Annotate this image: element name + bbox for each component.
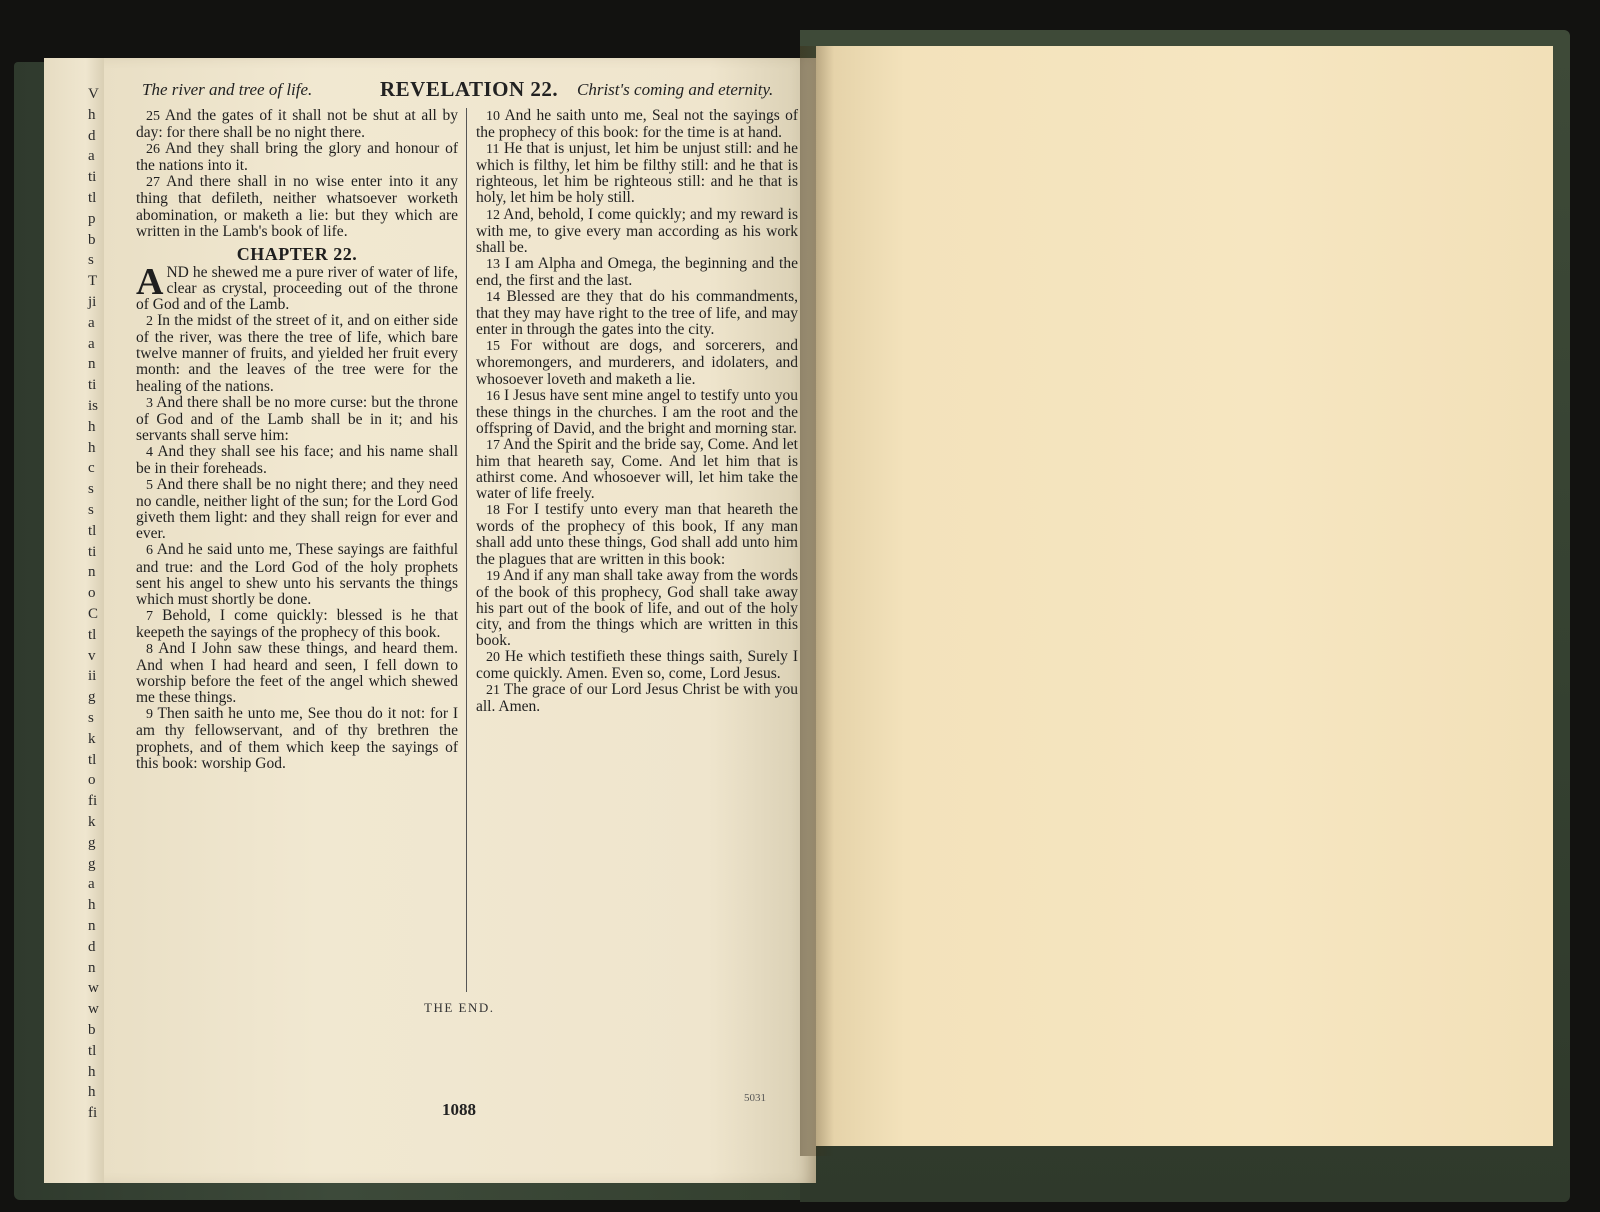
prev-page-fragment: tl <box>88 626 97 643</box>
verse-text: And the Spirit and the bride say, Come. And let him that heareth say, Come. And let him that is athirst come. And whosoever will, let him take the water of life freely. <box>476 435 798 503</box>
verse-2 <box>136 313 458 394</box>
text-column-right <box>476 108 798 715</box>
verse-number: 19 <box>486 568 500 584</box>
prev-page-fragment: s <box>88 481 94 498</box>
verse-8 <box>136 641 458 706</box>
running-head-title: REVELATION 22. <box>380 77 559 101</box>
verse-3 <box>136 395 458 444</box>
verse-number: 20 <box>486 650 500 666</box>
verse-27 <box>136 174 458 239</box>
verse-18 <box>476 502 798 567</box>
prev-page-fragment: v <box>88 647 96 664</box>
verse-text: And he saith unto me, Seal not the sayings of the prophecy of this book: for the time is at hand. <box>476 107 798 142</box>
verse-9 <box>136 706 458 771</box>
verse-number: 4 <box>146 444 153 460</box>
prev-page-fragment: V <box>88 86 99 102</box>
chapter-heading: CHAPTER 22. <box>236 243 358 264</box>
prev-page-fragment: h <box>88 439 96 456</box>
running-head-right: Christ's coming and eternity. <box>577 80 774 99</box>
verse-number: 5 <box>146 478 153 494</box>
prev-page-fragment: ti <box>88 169 97 186</box>
prev-page-fragment: o <box>88 585 96 602</box>
prev-page-fragment: n <box>88 918 96 934</box>
verse-text: Behold, I come quickly: blessed is he that keepeth the sayings of the prophecy of this book. <box>136 606 458 641</box>
prev-page-fragment: T <box>88 273 98 290</box>
prev-page-fragment: h <box>88 1084 96 1101</box>
verse-15 <box>476 338 798 387</box>
prev-page-fragment: n <box>88 959 96 976</box>
verse-21 <box>476 682 798 715</box>
verse-number: 12 <box>486 207 500 223</box>
running-head <box>142 77 802 104</box>
verse-text: For without are dogs, and sorcerers, and whoremongers, and murderers, and idolaters, and whosoever loveth and maketh a lie. <box>476 337 798 388</box>
verse-number: 17 <box>486 437 500 453</box>
prev-page-fragment: o <box>88 772 96 789</box>
prev-page-fragment: b <box>88 1022 96 1038</box>
prev-page-fragment: k <box>88 730 96 747</box>
verse-text: And there shall be no night there; and they need no candle, neither light of the sun; for the Lord God giveth them light: and they shall reign for ever and ever. <box>136 476 458 543</box>
verse-number: 13 <box>486 256 500 272</box>
verse-text: Then saith he unto me, See thou do it not: for I am thy fellowservant, and of thy brethren the prophets, and of them which keep the sayings of this book: worship God. <box>136 705 458 772</box>
verse-number: 25 <box>146 109 160 124</box>
verse-number: 8 <box>146 642 153 657</box>
gutter-shadow <box>800 46 834 1156</box>
verse-number: 21 <box>486 683 500 699</box>
verse-number: 14 <box>486 290 500 306</box>
verse-number: 7 <box>146 608 153 624</box>
verse-number: 6 <box>146 543 153 559</box>
drop-cap: A <box>136 260 164 303</box>
prev-page-fragment: d <box>88 938 96 955</box>
verse-text: And they shall bring the glory and honour of the nations into it. <box>136 140 458 175</box>
prev-page-fragment: fi <box>88 793 98 810</box>
verse-text: The grace of our Lord Jesus Christ be with you all. Amen. <box>476 681 798 716</box>
verse-number: 2 <box>146 314 153 330</box>
prev-page-fragment: c <box>88 460 95 477</box>
verse-number: 15 <box>486 339 500 355</box>
prev-page-fragment: ti <box>88 377 97 394</box>
verse-text: I am Alpha and Omega, the beginning and the end, the first and the last. <box>476 254 798 289</box>
verse-number: 27 <box>146 175 160 191</box>
prev-page-fragment: p <box>88 210 96 227</box>
verse-text: In the midst of the street of it, and on either side of the river, was there the tree of life, which bare twelve manner of fruits, and yielded her fruit every month: and the leaves of the tree were for the healing of the nations. <box>136 312 458 395</box>
verse-text: And I John saw these things, and heard them. And when I had heard and seen, I fell down to worship before the feet of the angel which shewed me these things. <box>136 640 458 707</box>
verse-text: And there shall in no wise enter into it any thing that defileth, neither whatsoever worketh abomination, or maketh a lie: but they which are written in the Lamb's book of life. <box>136 173 458 240</box>
column-divider <box>466 108 467 992</box>
left-page <box>104 58 816 1183</box>
verse-number: 16 <box>486 388 500 404</box>
verse-1 <box>136 260 458 314</box>
text-column-left <box>136 108 458 772</box>
prev-page-fragment: a <box>88 148 95 165</box>
prev-page-fragment: g <box>88 834 96 851</box>
verse-13 <box>476 256 798 289</box>
prev-page-fragment: b <box>88 231 96 248</box>
prev-page-fragment: s <box>88 252 94 269</box>
prev-page-fragment: s <box>88 502 94 518</box>
verse-14 <box>476 289 798 338</box>
the-end-label: THE END. <box>424 1000 495 1015</box>
prev-page-fragment: k <box>88 814 96 830</box>
verse-text: And if any man shall take away from the words of the book of this prophecy, God shall take away his part out of the book of life, and out of the holy city, and from the things which are written in this book. <box>476 566 798 649</box>
verse-text: And he said unto me, These sayings are faithful and true: and the Lord God of the holy prophets sent his angel to shew unto his servants the things which must shortly be done. <box>136 541 458 608</box>
verse-26 <box>136 141 458 174</box>
verse-12 <box>476 207 798 256</box>
prev-page-fragment: w <box>88 980 99 997</box>
verse-6 <box>136 542 458 607</box>
prev-page-fragment: h <box>88 418 96 435</box>
verse-1-text: ND he shewed me a pure river of water of life, clear as crystal, proceeding out of the throne of God and of the Lamb. <box>136 263 458 314</box>
prev-page-fragment: n <box>88 564 96 581</box>
verse-17 <box>476 437 798 502</box>
prev-page-fragment: C <box>88 606 99 622</box>
verse-text: And the gates of it shall not be shut at all by day: for there shall be no night there. <box>136 107 458 142</box>
prev-page-fragment: g <box>88 855 96 872</box>
verse-number: 3 <box>146 395 153 411</box>
verse-20 <box>476 649 798 682</box>
right-blank-page <box>816 46 1553 1146</box>
prev-page-fragment: tl <box>88 751 97 768</box>
verse-11 <box>476 141 798 206</box>
prev-page-fragment: g <box>88 689 96 706</box>
prev-page-fragment: tl <box>88 522 97 539</box>
prev-page-fragment: s <box>88 710 94 726</box>
prev-page-fragment: tl <box>88 190 97 206</box>
verse-text: For I testify unto every man that heareth the words of the prophecy of this book, If any man shall add unto these things, God shall add unto him the plagues that are written in this book: <box>476 501 798 568</box>
prev-page-fragment: is <box>88 398 99 414</box>
verse-4 <box>136 444 458 477</box>
verse-text: And there shall be no more curse: but the throne of God and of the Lamb shall be in it; and his servants shall serve him: <box>136 393 458 444</box>
verse-text: And, behold, I come quickly; and my reward is with me, to give every man according as his work shall be. <box>476 205 798 256</box>
prev-page-fragment: ii <box>88 668 97 685</box>
prev-page-fragment: ti <box>88 543 97 560</box>
prev-page-fragment: n <box>88 356 96 373</box>
print-code: 5031 <box>744 1092 766 1104</box>
page-number: 1088 <box>442 1100 476 1119</box>
prev-page-fragment: ji <box>88 294 97 310</box>
verse-5 <box>136 477 458 542</box>
running-head-left: The river and tree of life. <box>142 80 313 99</box>
prev-page-fragment: tl <box>88 1042 97 1059</box>
verse-10 <box>476 108 798 141</box>
previous-page-edge <box>44 58 104 1183</box>
verse-number: 11 <box>486 142 500 158</box>
verse-text: Blessed are they that do his commandments, that they may have right to the tree of life, and may enter in through the gates into the city. <box>476 288 798 339</box>
verse-number: 18 <box>486 503 500 519</box>
prev-page-fragment: w <box>88 1001 99 1018</box>
verse-19 <box>476 568 798 649</box>
verse-7 <box>136 608 458 641</box>
prev-page-fragment: a <box>88 335 95 352</box>
verse-number: 9 <box>146 707 153 723</box>
prev-page-fragment: h <box>88 897 96 914</box>
prev-page-fragment: a <box>88 876 95 893</box>
verse-text: And they shall see his face; and his name shall be in their foreheads. <box>136 442 458 477</box>
verse-number: 10 <box>486 109 500 124</box>
prev-page-fragment: d <box>88 127 96 144</box>
prev-page-fragment: h <box>88 1063 96 1080</box>
prev-page-fragment: h <box>88 106 96 123</box>
verse-text: I Jesus have sent mine angel to testify unto you these things in the churches. I am the root and the offspring of David, and the bright and morning star. <box>476 386 798 437</box>
verse-number: 26 <box>146 142 160 158</box>
prev-page-fragment: a <box>88 314 95 331</box>
verse-16 <box>476 388 798 437</box>
prev-page-fragment: fi <box>88 1105 98 1122</box>
verse-25 <box>136 108 458 141</box>
verse-text: He that is unjust, let him be unjust still: and he which is filthy, let him be filthy still: and he that is righteous, let him be righteous still: and he that is holy, let him be holy still. <box>476 140 798 207</box>
verse-text: He which testifieth these things saith, Surely I come quickly. Amen. Even so, come, Lord Jesus. <box>476 648 798 683</box>
